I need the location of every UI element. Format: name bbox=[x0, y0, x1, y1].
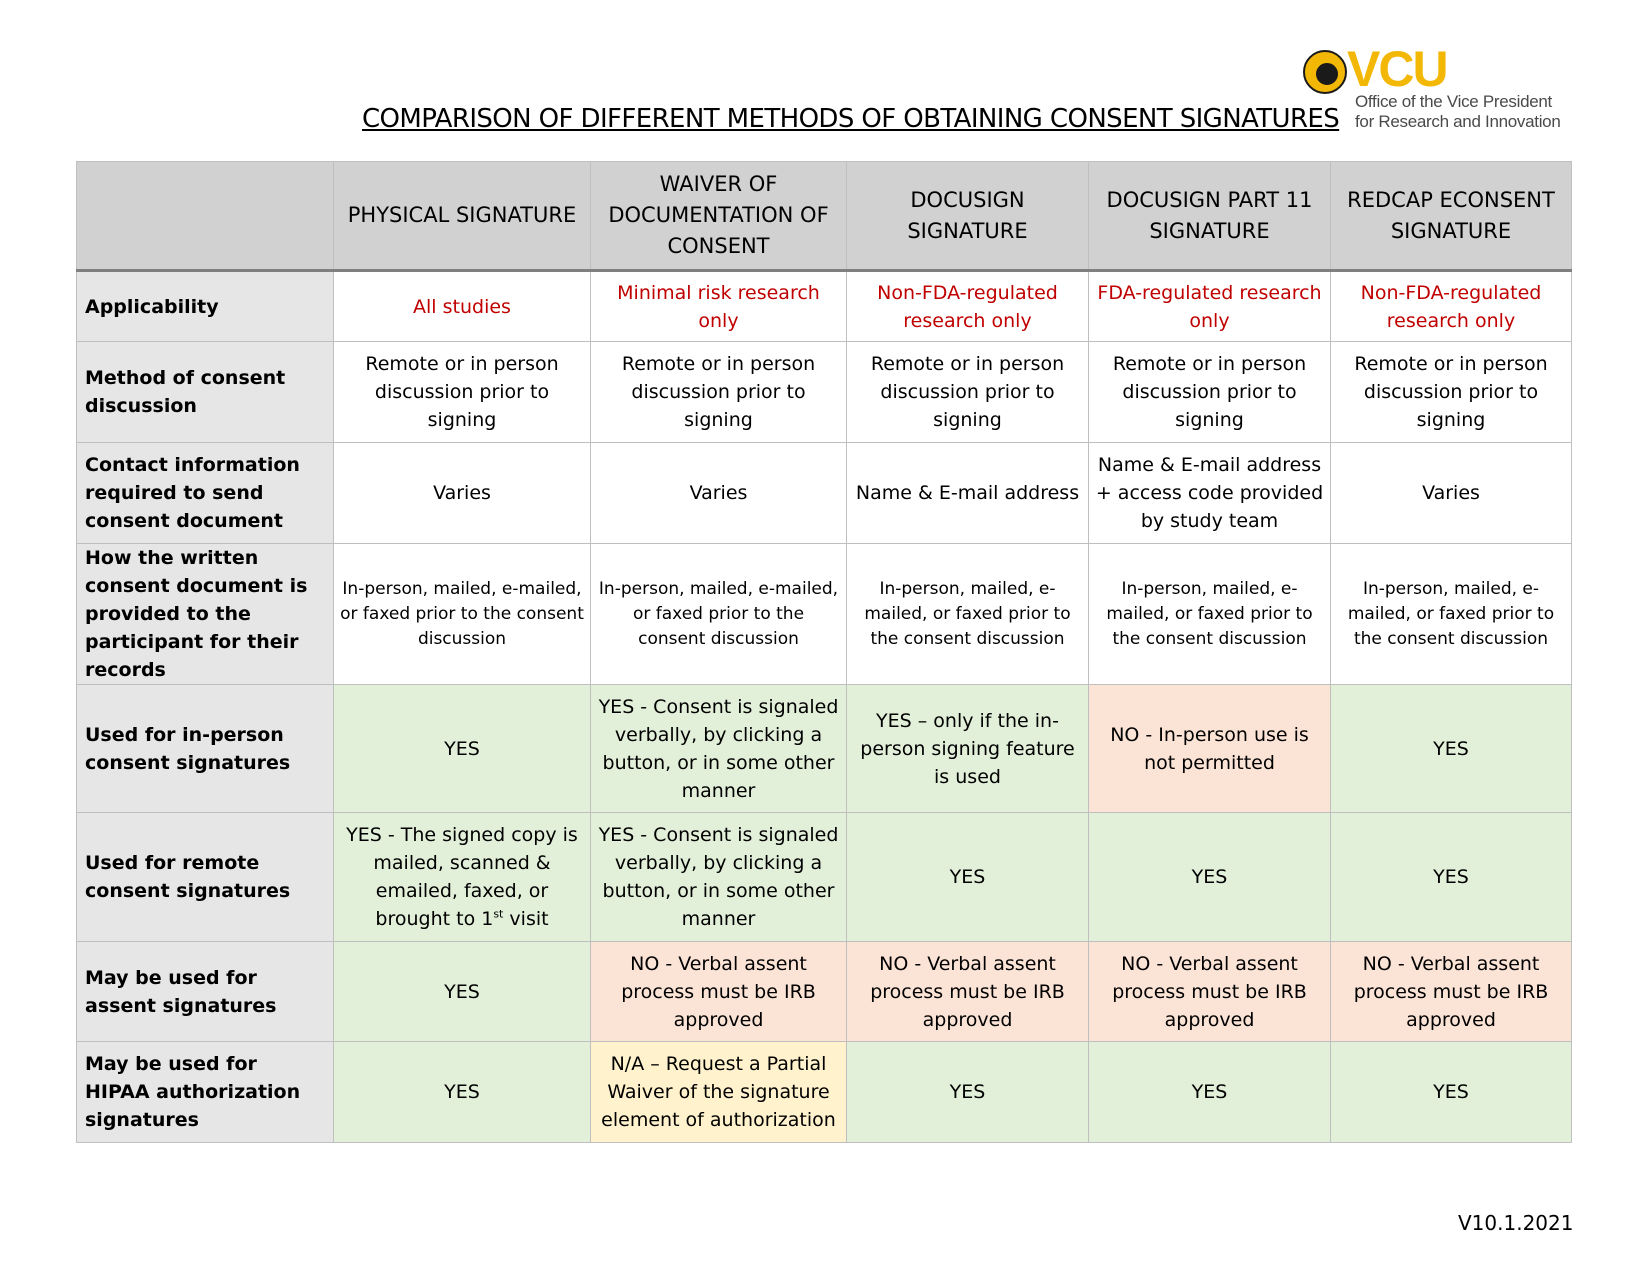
header-row bbox=[77, 162, 1572, 271]
page-title: COMPARISON OF DIFFERENT METHODS OF OBTAINING CONSENT SIGNATURES bbox=[362, 104, 1340, 134]
table-cell: Remote or in person discussion prior to signing bbox=[847, 342, 1089, 443]
table-cell bbox=[334, 813, 591, 942]
row-label: Method of consent discussion bbox=[77, 342, 334, 443]
table-cell: NO - In-person use is not permitted bbox=[1089, 685, 1331, 813]
table-cell: Varies bbox=[1331, 443, 1572, 544]
table-cell: YES bbox=[334, 942, 591, 1042]
table-cell: YES – only if the in-person signing feature is used bbox=[847, 685, 1089, 813]
table-cell: Name & E-mail address + access code provided by study team bbox=[1089, 443, 1331, 544]
row-label: Applicability bbox=[77, 271, 334, 342]
table-cell: NO - Verbal assent process must be IRB approved bbox=[591, 942, 847, 1042]
logo-office-line: Office of the Vice President bbox=[1355, 92, 1552, 111]
ordinal-suffix: st bbox=[493, 907, 504, 921]
cell-text: YES - The signed copy is mailed, scanned & emailed, faxed, or brought to 1 bbox=[346, 824, 578, 930]
table-row bbox=[77, 1042, 1572, 1143]
table-cell: YES bbox=[334, 1042, 591, 1143]
row-label: May be used for HIPAA authorization signatures bbox=[77, 1042, 334, 1143]
table-cell: N/A – Request a Partial Waiver of the signature element of authorization bbox=[591, 1042, 847, 1143]
table-row bbox=[77, 685, 1572, 813]
table-cell: NO - Verbal assent process must be IRB approved bbox=[847, 942, 1089, 1042]
table-cell: Remote or in person discussion prior to signing bbox=[1089, 342, 1331, 443]
header-physical-signature: PHYSICAL SIGNATURE bbox=[334, 162, 591, 271]
row-label: Contact information required to send consent document bbox=[77, 443, 334, 544]
table-cell: In-person, mailed, e-mailed, or faxed prior to the consent discussion bbox=[847, 544, 1089, 685]
table-cell: In-person, mailed, e-mailed, or faxed prior to the consent discussion bbox=[334, 544, 591, 685]
table-cell: Varies bbox=[334, 443, 591, 544]
table-row bbox=[77, 942, 1572, 1042]
table-cell: YES bbox=[1331, 685, 1572, 813]
table-cell: YES bbox=[1089, 813, 1331, 942]
table-row bbox=[77, 342, 1572, 443]
table-cell: YES bbox=[1331, 813, 1572, 942]
table-cell: YES - Consent is signaled verbally, by clicking a button, or in some other manner bbox=[591, 813, 847, 942]
table-row bbox=[77, 271, 1572, 342]
table-cell: In-person, mailed, e-mailed, or faxed prior to the consent discussion bbox=[1331, 544, 1572, 685]
table-cell: Varies bbox=[591, 443, 847, 544]
comparison-table bbox=[76, 161, 1572, 1143]
table-row bbox=[77, 544, 1572, 685]
table-cell: FDA-regulated research only bbox=[1089, 271, 1331, 342]
cell-text-tail: visit bbox=[503, 908, 549, 930]
table-row bbox=[77, 813, 1572, 942]
table-cell: Remote or in person discussion prior to signing bbox=[591, 342, 847, 443]
table-cell: NO - Verbal assent process must be IRB approved bbox=[1331, 942, 1572, 1042]
header-docusign-part-11: DOCUSIGN PART 11 SIGNATURE bbox=[1089, 162, 1331, 271]
row-label: Used for in-person consent signatures bbox=[77, 685, 334, 813]
header-waiver-of-documentation: WAIVER OF DOCUMENTATION OF CONSENT bbox=[591, 162, 847, 271]
table-cell: Minimal risk research only bbox=[591, 271, 847, 342]
logo-office-line-2: for Research and Innovation bbox=[1355, 112, 1561, 131]
table-cell: Name & E-mail address bbox=[847, 443, 1089, 544]
table-cell: YES bbox=[847, 813, 1089, 942]
table-cell: YES - Consent is signaled verbally, by clicking a button, or in some other manner bbox=[591, 685, 847, 813]
header-empty bbox=[77, 162, 334, 271]
table-cell: All studies bbox=[334, 271, 591, 342]
row-label: May be used for assent signatures bbox=[77, 942, 334, 1042]
table-cell: Remote or in person discussion prior to signing bbox=[334, 342, 591, 443]
row-label: Used for remote consent signatures bbox=[77, 813, 334, 942]
table-cell: In-person, mailed, e-mailed, or faxed prior to the consent discussion bbox=[591, 544, 847, 685]
header-redcap-econsent: REDCAP ECONSENT SIGNATURE bbox=[1331, 162, 1572, 271]
table-cell: NO - Verbal assent process must be IRB approved bbox=[1089, 942, 1331, 1042]
table-row bbox=[77, 443, 1572, 544]
table-cell: Non-FDA-regulated research only bbox=[847, 271, 1089, 342]
vcu-seal-icon bbox=[1303, 50, 1347, 94]
table-cell: In-person, mailed, e-mailed, or faxed prior to the consent discussion bbox=[1089, 544, 1331, 685]
table-cell: Remote or in person discussion prior to signing bbox=[1331, 342, 1572, 443]
logo-wordmark: VCU bbox=[1347, 41, 1447, 97]
table-cell: Non-FDA-regulated research only bbox=[1331, 271, 1572, 342]
table-cell: YES bbox=[334, 685, 591, 813]
vcu-logo bbox=[1303, 41, 1593, 136]
table-cell: YES bbox=[1331, 1042, 1572, 1143]
row-label: How the written consent document is provided to the participant for their records bbox=[77, 544, 334, 685]
table-cell: YES bbox=[847, 1042, 1089, 1143]
header-docusign: DOCUSIGN SIGNATURE bbox=[847, 162, 1089, 271]
table-cell: YES bbox=[1089, 1042, 1331, 1143]
version-label: V10.1.2021 bbox=[1458, 1211, 1574, 1235]
